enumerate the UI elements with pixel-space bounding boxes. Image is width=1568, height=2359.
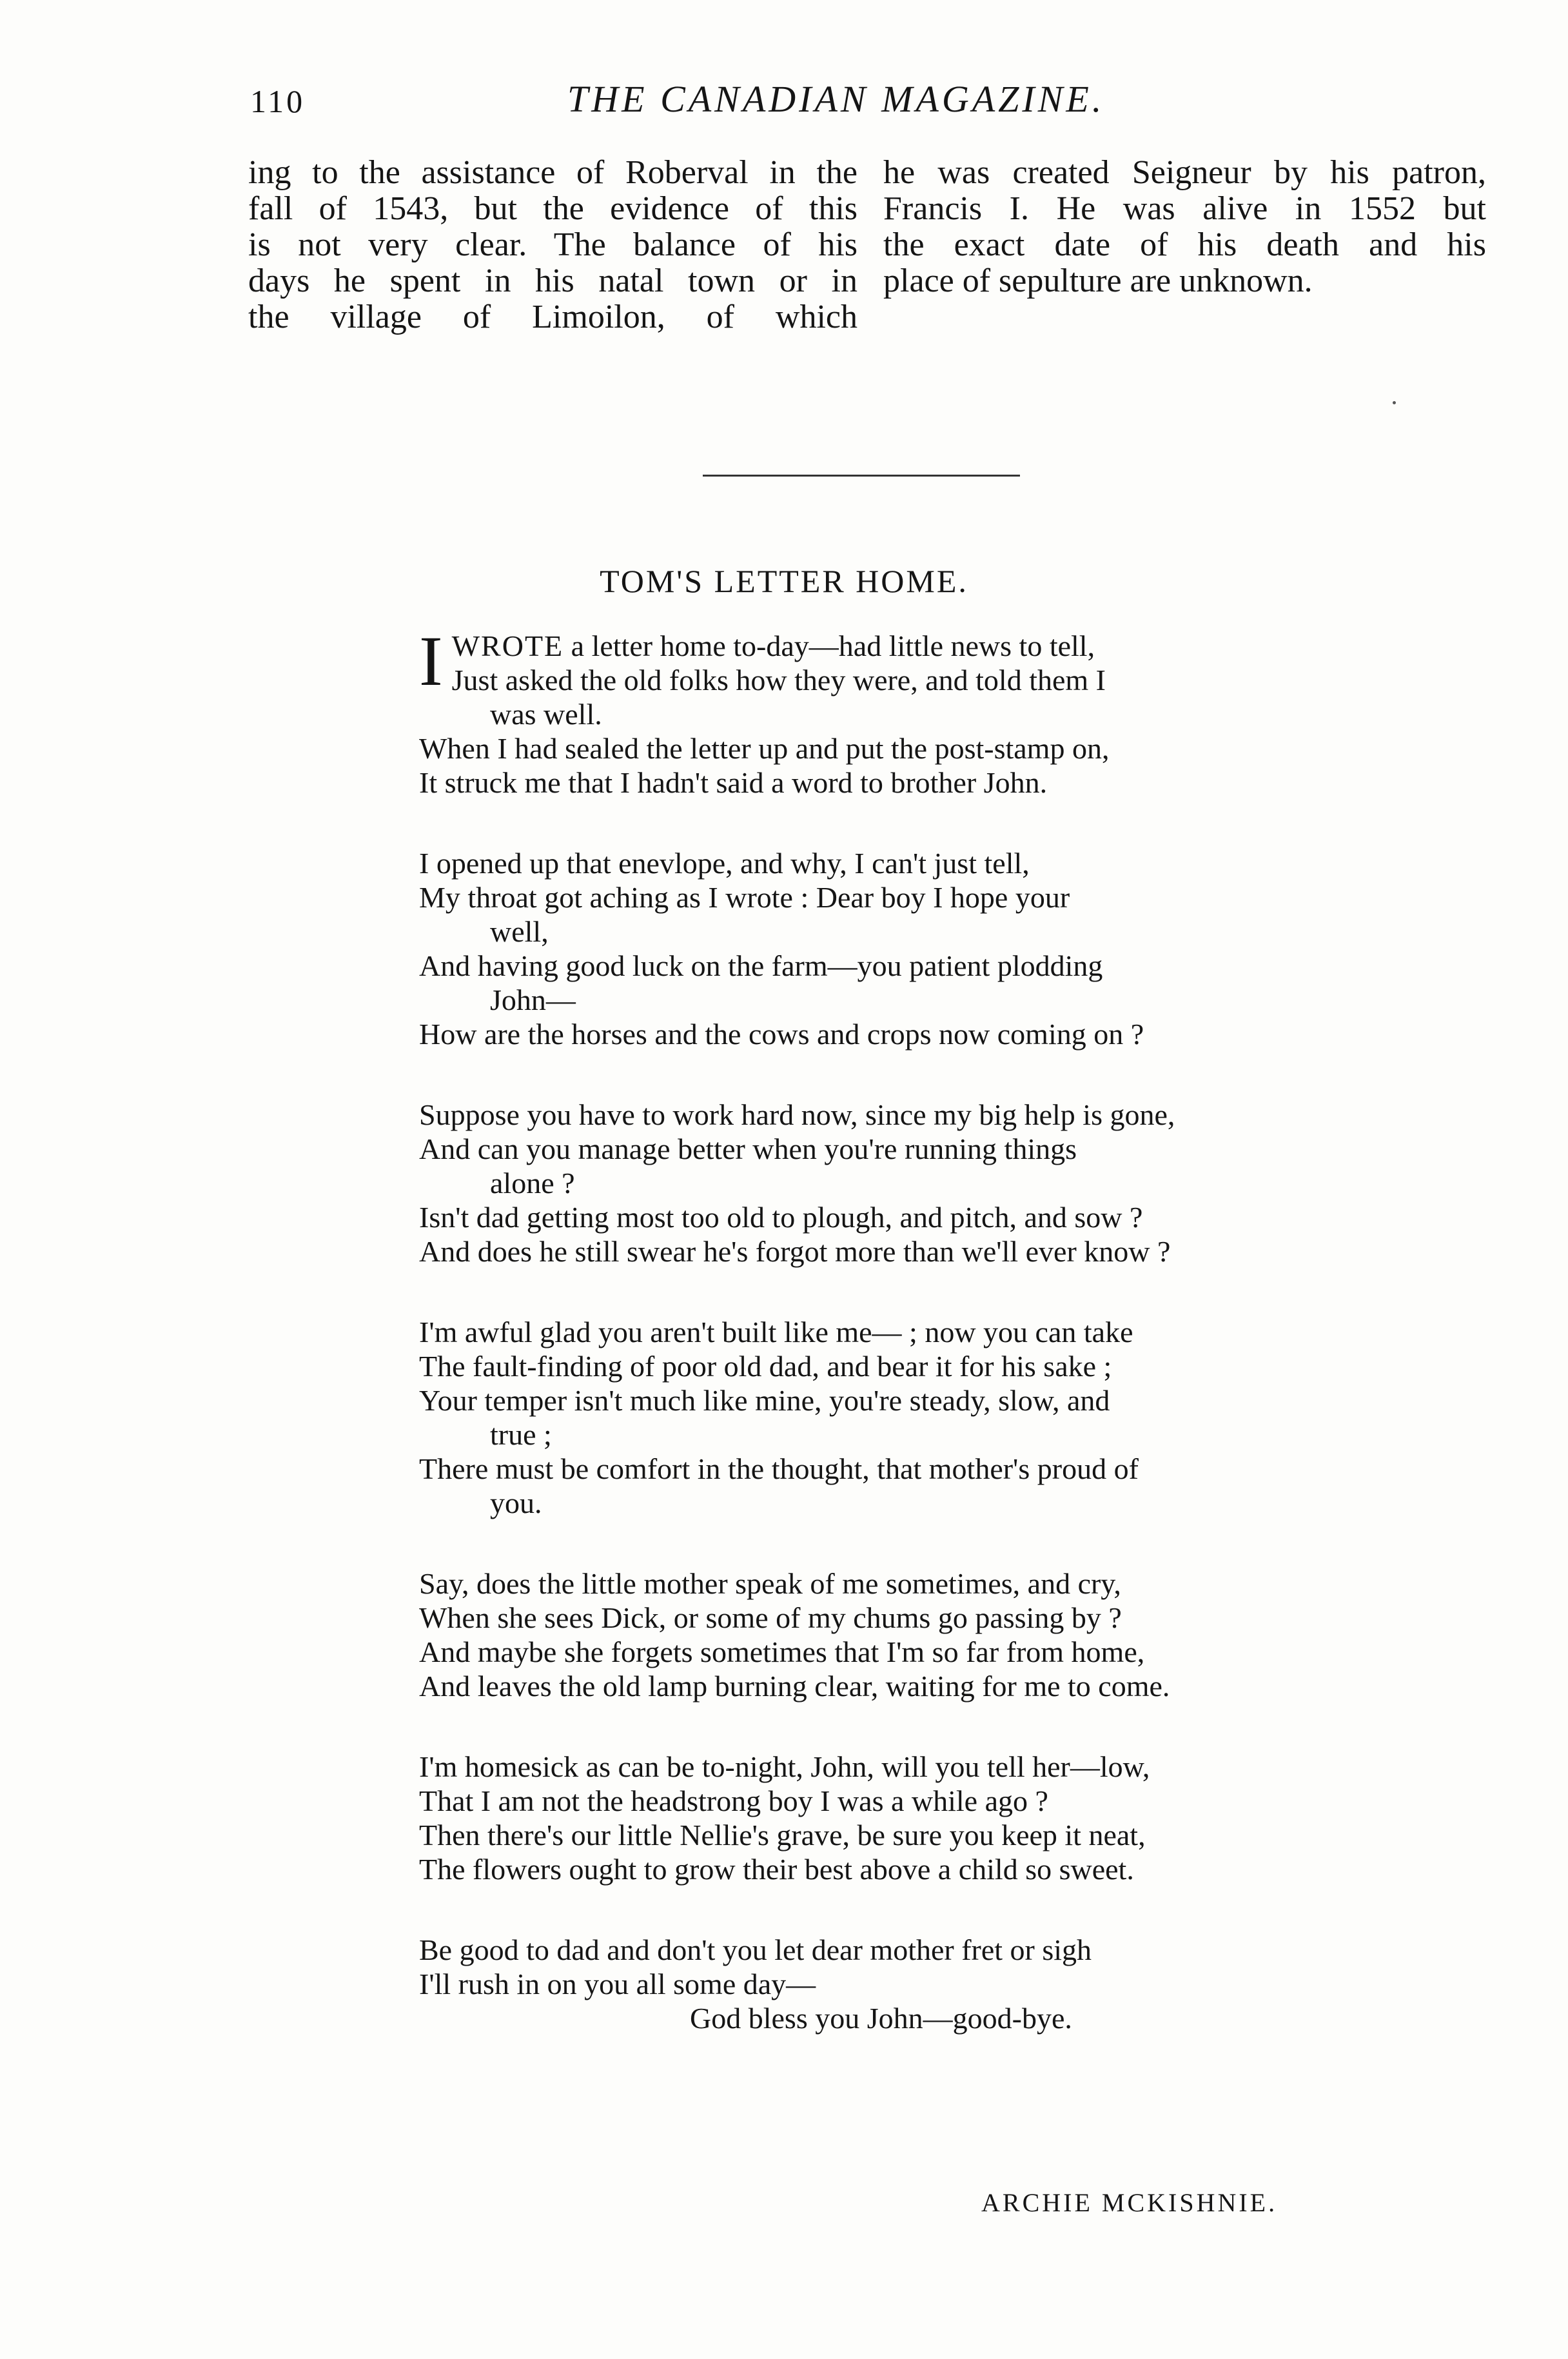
poem-line: The flowers ought to grow their best above a child so sweet. (419, 1853, 1134, 1886)
poem-line: There must be comfort in the thought, that mother's proud of (419, 1452, 1139, 1485)
stanza-continuation (419, 697, 1335, 800)
poem-line: Be good to dad and don't you let dear mother fret or sigh (419, 1933, 1092, 1966)
poem-line: God bless you John—good-bye. (690, 2002, 1072, 2035)
poem-line: alone ? (490, 1167, 575, 1199)
poem-line: How are the horses and the cows and crops now coming on ? (419, 1018, 1144, 1051)
prose-line: is not very clear. The balance of his (248, 226, 858, 263)
poem-stanza (419, 1315, 1335, 1520)
poem-body (419, 629, 1335, 2082)
poem-line: It struck me that I hadn't said a word to brother John. (419, 766, 1048, 799)
page-number: 110 (250, 83, 306, 119)
poem-line: And leaves the old lamp burning clear, waiting for me to come. (419, 1670, 1170, 1703)
prose-line: fall of 1543, but the evidence of this (248, 190, 858, 227)
opening-lines (419, 629, 1335, 697)
poem-line: And maybe she forgets sometimes that I'm so far from home, (419, 1635, 1145, 1668)
poem-line: Just asked the old folks how they were, and told them I (451, 664, 1106, 696)
poem-stanza (419, 629, 1335, 800)
poem-line: That I am not the headstrong boy I was a while ago ? (419, 1784, 1048, 1817)
poem-line: And does he still swear he's forgot more than we'll ever know ? (419, 1235, 1171, 1268)
poem-line: I'm homesick as can be to-night, John, will you tell her—low, (419, 1750, 1150, 1783)
poem-line: And can you manage better when you're running things (419, 1132, 1077, 1165)
poem-line: Your temper isn't much like mine, you're steady, slow, and (419, 1384, 1110, 1417)
prose-line: he was created Seigneur by his patron, (883, 154, 1486, 191)
poem-stanza (419, 846, 1335, 1051)
poem-line: Then there's our little Nellie's grave, be sure you keep it neat, (419, 1819, 1146, 1851)
prose-line: the exact date of his death and his (883, 226, 1486, 263)
poem-line: I opened up that enevlope, and why, I can't just tell, (419, 847, 1030, 880)
prose-line: Francis I. He was alive in 1552 but (883, 190, 1486, 227)
prose-line: ing to the assistance of Roberval in the (248, 154, 858, 191)
running-title: THE CANADIAN MAGAZINE. (567, 78, 1105, 120)
poem-line: I'm awful glad you aren't built like me— ; now you can take (419, 1316, 1133, 1348)
poem-line: was well. (490, 698, 602, 731)
poem-line (419, 629, 1335, 663)
poem-line: My throat got aching as I wrote : Dear boy I hope your (419, 881, 1070, 914)
poem-line: Say, does the little mother speak of me sometimes, and cry, (419, 1567, 1121, 1600)
poem-line: Suppose you have to work hard now, since my big help is gone, (419, 1098, 1175, 1131)
poem-line: When I had sealed the letter up and put the post-stamp on, (419, 732, 1110, 765)
opening-line-text: a letter home to-day—had little news to tell, (564, 629, 1095, 662)
poem-line: Isn't dad getting most too old to plough, and pitch, and sow ? (419, 1201, 1143, 1234)
drop-cap: I (419, 629, 443, 697)
prose-line: place of sepulture are unknown. (883, 262, 1313, 299)
prose-right-column (883, 155, 1486, 299)
poem-line: The fault-finding of poor old dad, and bear it for his sake ; (419, 1350, 1112, 1383)
prose-left-column (248, 155, 858, 335)
poem-line: you. (490, 1486, 542, 1519)
poem-title: TOM'S LETTER HOME. (600, 563, 968, 599)
poem-stanza (419, 1933, 1335, 2035)
poem-line: When she sees Dick, or some of my chums go passing by ? (419, 1601, 1122, 1634)
opening-word: WROTE (451, 629, 564, 662)
prose-line: days he spent in his natal town or in (248, 262, 858, 299)
poem-line: well, (490, 915, 549, 948)
poem-stanza (419, 1750, 1335, 1886)
poem-stanza (419, 1098, 1335, 1268)
poem-line: true ; (490, 1418, 552, 1451)
prose-line: the village of Limoilon, of which (248, 299, 858, 335)
poem-line: John— (490, 983, 576, 1016)
poem-line: And having good luck on the farm—you patient plodding (419, 949, 1103, 982)
print-speck (1393, 401, 1396, 404)
author-signature: ARCHIE MCKISHNIE. (981, 2188, 1278, 2217)
poem-stanza (419, 1566, 1335, 1703)
poem-line: I'll rush in on you all some day— (419, 1968, 816, 2000)
section-divider (703, 475, 1020, 477)
